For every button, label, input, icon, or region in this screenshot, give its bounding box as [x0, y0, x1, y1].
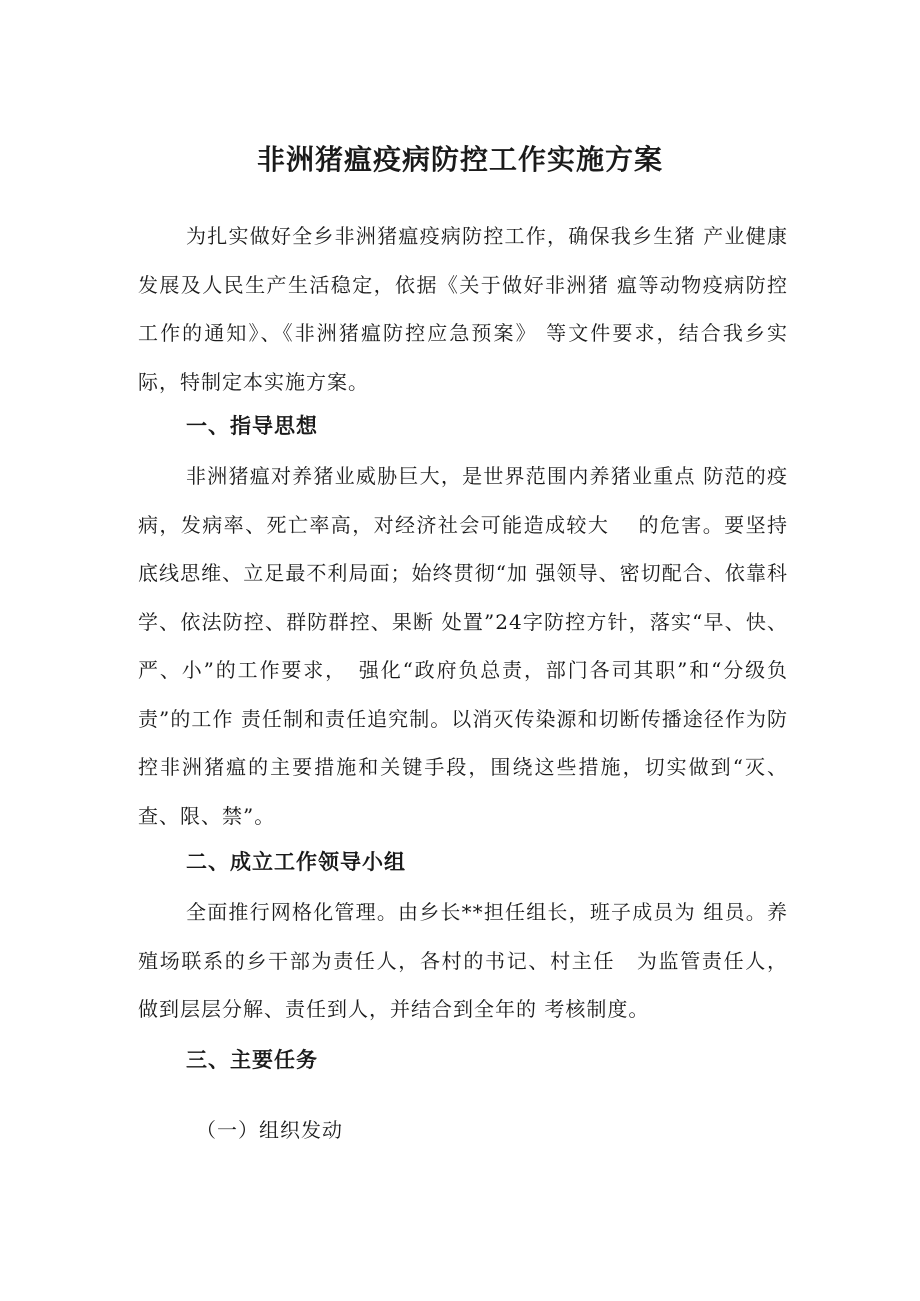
subheading-organize-mobilize: （一）组织发动: [196, 1118, 343, 1142]
section-body-guiding-ideology: 非洲猪瘟对养猪业威胁巨大，是世界范围内养猪业重点 防范的疫病，发病率、死亡率高，对经济社会可能造成较大 的危害。要坚持底线思维、立足最不利局面；始终贯彻“加 强领导、密切配合、依靠科学、依法防控、群防群控、果断 处置”24字防控方针，落实“早、快、严、小”的工作要求， 强化“政府负总责，部门各司其职”和“分级负责”的工作 责任制和责任追究制。以消灭传染源和切断传播途径作为防 控非洲猪瘟的主要措施和关键手段，围绕这些措施，切实做到“灭、查、限、禁”。: [138, 464, 809, 828]
section-heading-guiding-ideology: 一、指导思想: [186, 414, 318, 438]
section-heading-main-tasks: 三、主要任务: [186, 1048, 318, 1072]
intro-paragraph: 为扎实做好全乡非洲猪瘟疫病防控工作，确保我乡生猪 产业健康发展及人民生产生活稳定，依据《关于做好非洲猪 瘟等动物疫病防控工作的通知》、《非洲猪瘟防控应急预案》 等文件要求，结合我乡实际，特制定本实施方案。: [138, 224, 788, 394]
document-title: 非洲猪瘟疫病防控工作实施方案: [256, 143, 663, 176]
section-heading-leading-group: 二、成立工作领导小组: [186, 850, 406, 874]
section-body-leading-group: 全面推行网格化管理。由乡长**担任组长，班子成员为 组员。养殖场联系的乡干部为责任人，各村的书记、村主任 为监管责任人，做到层层分解、责任到人，并结合到全年的 考核制度。: [138, 900, 788, 1021]
